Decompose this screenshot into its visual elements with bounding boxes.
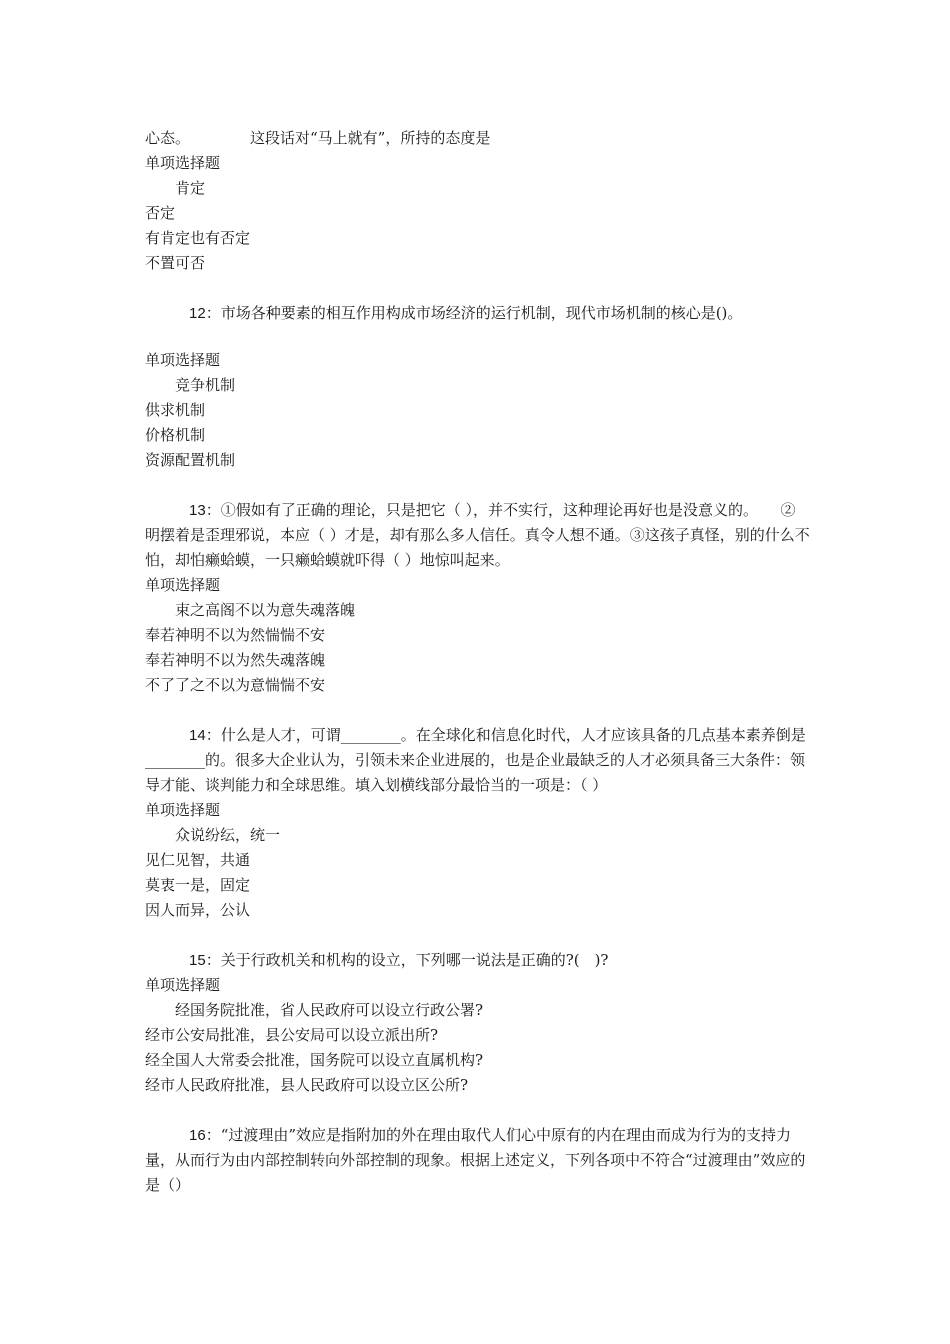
q13-stem bbox=[145, 498, 810, 573]
page-content bbox=[145, 126, 810, 1198]
q14-option-4: 因人而异，公认 bbox=[145, 901, 251, 919]
q11-stem-tail bbox=[145, 126, 810, 151]
q16-stem bbox=[145, 1123, 810, 1198]
q15-type: 单项选择题 bbox=[145, 976, 221, 994]
q15-option-4: 经市人民政府批准，县人民政府可以设立区公所? bbox=[145, 1076, 469, 1094]
q11-stem-tail-a: 心态。 bbox=[145, 129, 191, 147]
q11-option-2: 否定 bbox=[145, 204, 176, 222]
q13-option-3: 奉若神明不以为然失魂落魄 bbox=[145, 651, 326, 669]
q14-stem bbox=[145, 723, 810, 798]
q12-option-2: 供求机制 bbox=[145, 401, 206, 419]
q12-stem bbox=[145, 301, 810, 326]
q14-stem-text: ：什么是人才，可谓________。在全球化和信息化时代，人才应该具备的几点基本素养倒是________的。很多大企业认为，引领未来企业进展的，也是企业最缺乏的人才必须具备三大条件：领导才能、谈判能力和全球思维。填入划横线部分最恰当的一项是：（ ） bbox=[145, 726, 806, 794]
q15-stem-text: ：关于行政机关和机构的设立，下列哪一说法是正确的?( )? bbox=[205, 951, 609, 969]
q15-stem bbox=[145, 948, 810, 973]
q13-option-2: 奉若神明不以为然惴惴不安 bbox=[145, 626, 326, 644]
q12-stem-text: ：市场各种要素的相互作用构成市场经济的运行机制，现代市场机制的核心是()。 bbox=[205, 304, 743, 322]
q13-option-1: 束之高阁不以为意失魂落魄 bbox=[175, 601, 356, 619]
q12-option-4: 资源配置机制 bbox=[145, 451, 236, 469]
q13-type: 单项选择题 bbox=[145, 576, 221, 594]
q12-number: 12 bbox=[189, 305, 206, 322]
q13-stem-text: ：①假如有了正确的理论，只是把它（ ），并不实行，这种理论再好也是没意义的。 ②明摆着是歪理邪说，本应（ ）才是，却有那么多人信任。真令人想不通。③这孩子真怪，别的什么不怕，却怕癞蛤蟆，一只癞蛤蟆就吓得（ ）地惊叫起来。 bbox=[145, 501, 810, 569]
q12-type: 单项选择题 bbox=[145, 351, 221, 369]
q14-option-3: 莫衷一是，固定 bbox=[145, 876, 251, 894]
q14-type: 单项选择题 bbox=[145, 801, 221, 819]
q16-stem-text: ：“过渡理由”效应是指附加的外在理由取代人们心中原有的内在理由而成为行为的支持力量，从而行为由内部控制转向外部控制的现象。根据上述定义，下列各项中不符合“过渡理由”效应的是（） bbox=[145, 1126, 806, 1194]
q14-option-2: 见仁见智，共通 bbox=[145, 851, 251, 869]
q13-option-4: 不了了之不以为意惴惴不安 bbox=[145, 676, 326, 694]
q11-option-3: 有肯定也有否定 bbox=[145, 229, 251, 247]
q11-type: 单项选择题 bbox=[145, 154, 221, 172]
q15-option-3: 经全国人大常委会批准，国务院可以设立直属机构? bbox=[145, 1051, 484, 1069]
q11-stem-tail-b: 这段话对“马上就有”，所持的态度是 bbox=[250, 129, 491, 147]
q12-option-3: 价格机制 bbox=[145, 426, 206, 444]
q12-option-1: 竞争机制 bbox=[175, 376, 236, 394]
q15-number: 15 bbox=[189, 952, 206, 969]
q11-option-1: 肯定 bbox=[175, 179, 206, 197]
q13-number: 13 bbox=[189, 502, 206, 519]
q15-option-2: 经市公安局批准，县公安局可以设立派出所? bbox=[145, 1026, 439, 1044]
q16-number: 16 bbox=[189, 1127, 206, 1144]
q14-option-1: 众说纷纭，统一 bbox=[175, 826, 281, 844]
q11-option-4: 不置可否 bbox=[145, 254, 206, 272]
q14-number: 14 bbox=[189, 727, 206, 744]
q15-option-1: 经国务院批准，省人民政府可以设立行政公署? bbox=[175, 1001, 484, 1019]
